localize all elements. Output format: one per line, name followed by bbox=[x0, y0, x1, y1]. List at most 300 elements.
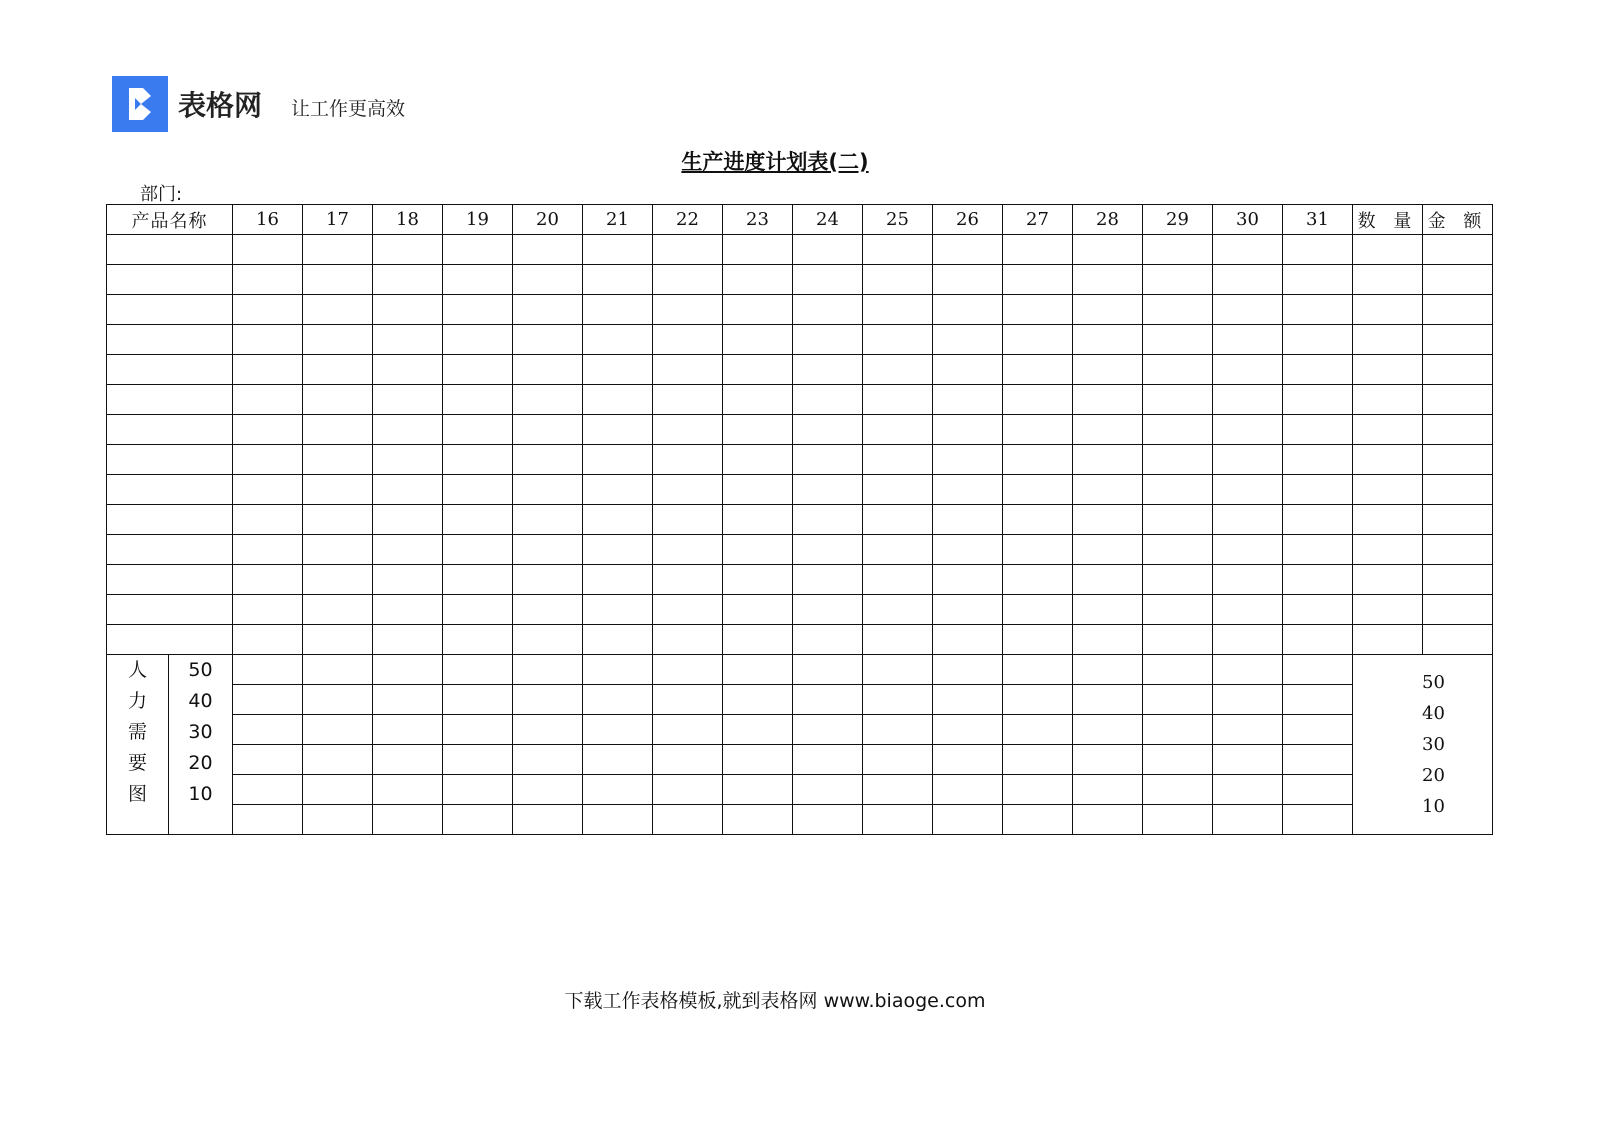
labor-day-cell[interactable] bbox=[863, 805, 933, 835]
day-cell[interactable] bbox=[863, 445, 933, 475]
day-cell[interactable] bbox=[1003, 295, 1073, 325]
day-cell[interactable] bbox=[513, 385, 583, 415]
labor-day-cell[interactable] bbox=[513, 805, 583, 835]
labor-day-cell[interactable] bbox=[1073, 745, 1143, 775]
labor-day-cell[interactable] bbox=[1213, 715, 1283, 745]
quantity-cell[interactable] bbox=[1353, 565, 1423, 595]
day-cell[interactable] bbox=[233, 595, 303, 625]
day-cell[interactable] bbox=[373, 385, 443, 415]
labor-day-cell[interactable] bbox=[443, 655, 513, 685]
day-cell[interactable] bbox=[233, 325, 303, 355]
day-cell[interactable] bbox=[1003, 355, 1073, 385]
labor-day-cell[interactable] bbox=[1143, 685, 1213, 715]
day-cell[interactable] bbox=[373, 565, 443, 595]
day-cell[interactable] bbox=[233, 475, 303, 505]
day-cell[interactable] bbox=[1003, 445, 1073, 475]
day-cell[interactable] bbox=[1073, 535, 1143, 565]
amount-cell[interactable] bbox=[1423, 475, 1493, 505]
amount-cell[interactable] bbox=[1423, 265, 1493, 295]
quantity-cell[interactable] bbox=[1353, 415, 1423, 445]
day-cell[interactable] bbox=[1213, 265, 1283, 295]
labor-day-cell[interactable] bbox=[653, 745, 723, 775]
day-cell[interactable] bbox=[443, 445, 513, 475]
day-cell[interactable] bbox=[303, 535, 373, 565]
day-cell[interactable] bbox=[723, 355, 793, 385]
day-cell[interactable] bbox=[723, 295, 793, 325]
quantity-cell[interactable] bbox=[1353, 505, 1423, 535]
day-cell[interactable] bbox=[863, 625, 933, 655]
day-cell[interactable] bbox=[583, 535, 653, 565]
day-cell[interactable] bbox=[1143, 625, 1213, 655]
day-cell[interactable] bbox=[1283, 325, 1353, 355]
day-cell[interactable] bbox=[583, 325, 653, 355]
labor-day-cell[interactable] bbox=[1143, 775, 1213, 805]
day-cell[interactable] bbox=[303, 235, 373, 265]
amount-cell[interactable] bbox=[1423, 355, 1493, 385]
labor-day-cell[interactable] bbox=[1073, 685, 1143, 715]
labor-day-cell[interactable] bbox=[1283, 745, 1353, 775]
day-cell[interactable] bbox=[1003, 415, 1073, 445]
labor-day-cell[interactable] bbox=[933, 775, 1003, 805]
labor-day-cell[interactable] bbox=[933, 655, 1003, 685]
day-cell[interactable] bbox=[373, 505, 443, 535]
day-cell[interactable] bbox=[303, 505, 373, 535]
day-cell[interactable] bbox=[303, 595, 373, 625]
day-cell[interactable] bbox=[443, 235, 513, 265]
day-cell[interactable] bbox=[1213, 625, 1283, 655]
product-name-cell[interactable] bbox=[107, 535, 233, 565]
labor-day-cell[interactable] bbox=[373, 685, 443, 715]
day-cell[interactable] bbox=[653, 535, 723, 565]
labor-day-cell[interactable] bbox=[723, 655, 793, 685]
day-cell[interactable] bbox=[1213, 295, 1283, 325]
day-cell[interactable] bbox=[653, 265, 723, 295]
day-cell[interactable] bbox=[653, 445, 723, 475]
day-cell[interactable] bbox=[1073, 295, 1143, 325]
quantity-cell[interactable] bbox=[1353, 445, 1423, 475]
day-cell[interactable] bbox=[1283, 595, 1353, 625]
labor-day-cell[interactable] bbox=[1283, 685, 1353, 715]
day-cell[interactable] bbox=[1003, 265, 1073, 295]
day-cell[interactable] bbox=[583, 445, 653, 475]
day-cell[interactable] bbox=[233, 535, 303, 565]
day-cell[interactable] bbox=[443, 505, 513, 535]
day-cell[interactable] bbox=[1143, 265, 1213, 295]
amount-cell[interactable] bbox=[1423, 325, 1493, 355]
day-cell[interactable] bbox=[793, 445, 863, 475]
day-cell[interactable] bbox=[863, 565, 933, 595]
day-cell[interactable] bbox=[1003, 385, 1073, 415]
day-cell[interactable] bbox=[1073, 475, 1143, 505]
labor-day-cell[interactable] bbox=[233, 685, 303, 715]
day-cell[interactable] bbox=[933, 265, 1003, 295]
day-cell[interactable] bbox=[513, 325, 583, 355]
day-cell[interactable] bbox=[373, 265, 443, 295]
quantity-cell[interactable] bbox=[1353, 325, 1423, 355]
labor-day-cell[interactable] bbox=[1073, 805, 1143, 835]
labor-day-cell[interactable] bbox=[793, 715, 863, 745]
labor-day-cell[interactable] bbox=[723, 805, 793, 835]
amount-cell[interactable] bbox=[1423, 385, 1493, 415]
day-cell[interactable] bbox=[1073, 265, 1143, 295]
day-cell[interactable] bbox=[303, 475, 373, 505]
day-cell[interactable] bbox=[233, 385, 303, 415]
day-cell[interactable] bbox=[233, 445, 303, 475]
day-cell[interactable] bbox=[653, 625, 723, 655]
labor-day-cell[interactable] bbox=[793, 745, 863, 775]
product-name-cell[interactable] bbox=[107, 415, 233, 445]
day-cell[interactable] bbox=[723, 385, 793, 415]
day-cell[interactable] bbox=[863, 355, 933, 385]
amount-cell[interactable] bbox=[1423, 595, 1493, 625]
labor-day-cell[interactable] bbox=[1143, 745, 1213, 775]
labor-day-cell[interactable] bbox=[443, 715, 513, 745]
day-cell[interactable] bbox=[513, 475, 583, 505]
labor-day-cell[interactable] bbox=[793, 685, 863, 715]
labor-day-cell[interactable] bbox=[303, 775, 373, 805]
product-name-cell[interactable] bbox=[107, 355, 233, 385]
day-cell[interactable] bbox=[1213, 325, 1283, 355]
labor-day-cell[interactable] bbox=[1143, 805, 1213, 835]
labor-day-cell[interactable] bbox=[863, 745, 933, 775]
day-cell[interactable] bbox=[583, 355, 653, 385]
day-cell[interactable] bbox=[443, 265, 513, 295]
day-cell[interactable] bbox=[793, 415, 863, 445]
day-cell[interactable] bbox=[1283, 295, 1353, 325]
labor-day-cell[interactable] bbox=[1073, 775, 1143, 805]
day-cell[interactable] bbox=[373, 355, 443, 385]
day-cell[interactable] bbox=[1143, 505, 1213, 535]
labor-day-cell[interactable] bbox=[1003, 745, 1073, 775]
day-cell[interactable] bbox=[583, 565, 653, 595]
labor-day-cell[interactable] bbox=[443, 685, 513, 715]
day-cell[interactable] bbox=[513, 595, 583, 625]
labor-day-cell[interactable] bbox=[793, 655, 863, 685]
day-cell[interactable] bbox=[373, 445, 443, 475]
day-cell[interactable] bbox=[583, 625, 653, 655]
product-name-cell[interactable] bbox=[107, 475, 233, 505]
day-cell[interactable] bbox=[1073, 415, 1143, 445]
day-cell[interactable] bbox=[303, 355, 373, 385]
day-cell[interactable] bbox=[1073, 355, 1143, 385]
day-cell[interactable] bbox=[1283, 385, 1353, 415]
day-cell[interactable] bbox=[933, 475, 1003, 505]
day-cell[interactable] bbox=[1073, 565, 1143, 595]
labor-day-cell[interactable] bbox=[863, 715, 933, 745]
day-cell[interactable] bbox=[583, 265, 653, 295]
day-cell[interactable] bbox=[303, 625, 373, 655]
day-cell[interactable] bbox=[443, 475, 513, 505]
day-cell[interactable] bbox=[793, 595, 863, 625]
day-cell[interactable] bbox=[793, 625, 863, 655]
day-cell[interactable] bbox=[233, 565, 303, 595]
day-cell[interactable] bbox=[443, 625, 513, 655]
quantity-cell[interactable] bbox=[1353, 625, 1423, 655]
day-cell[interactable] bbox=[443, 415, 513, 445]
labor-day-cell[interactable] bbox=[1003, 775, 1073, 805]
day-cell[interactable] bbox=[1003, 325, 1073, 355]
day-cell[interactable] bbox=[513, 445, 583, 475]
day-cell[interactable] bbox=[1213, 565, 1283, 595]
day-cell[interactable] bbox=[1143, 445, 1213, 475]
day-cell[interactable] bbox=[1283, 505, 1353, 535]
amount-cell[interactable] bbox=[1423, 625, 1493, 655]
day-cell[interactable] bbox=[1073, 385, 1143, 415]
labor-day-cell[interactable] bbox=[1143, 715, 1213, 745]
day-cell[interactable] bbox=[793, 565, 863, 595]
day-cell[interactable] bbox=[1283, 535, 1353, 565]
day-cell[interactable] bbox=[583, 415, 653, 445]
labor-day-cell[interactable] bbox=[583, 715, 653, 745]
labor-day-cell[interactable] bbox=[863, 775, 933, 805]
labor-day-cell[interactable] bbox=[793, 775, 863, 805]
labor-day-cell[interactable] bbox=[583, 775, 653, 805]
product-name-cell[interactable] bbox=[107, 445, 233, 475]
day-cell[interactable] bbox=[723, 235, 793, 265]
labor-day-cell[interactable] bbox=[373, 745, 443, 775]
day-cell[interactable] bbox=[1073, 235, 1143, 265]
day-cell[interactable] bbox=[303, 415, 373, 445]
day-cell[interactable] bbox=[863, 475, 933, 505]
day-cell[interactable] bbox=[933, 415, 1003, 445]
day-cell[interactable] bbox=[653, 595, 723, 625]
quantity-cell[interactable] bbox=[1353, 535, 1423, 565]
day-cell[interactable] bbox=[933, 625, 1003, 655]
day-cell[interactable] bbox=[933, 535, 1003, 565]
quantity-cell[interactable] bbox=[1353, 355, 1423, 385]
day-cell[interactable] bbox=[1283, 445, 1353, 475]
day-cell[interactable] bbox=[1143, 565, 1213, 595]
day-cell[interactable] bbox=[233, 355, 303, 385]
day-cell[interactable] bbox=[793, 505, 863, 535]
labor-day-cell[interactable] bbox=[303, 715, 373, 745]
day-cell[interactable] bbox=[1213, 235, 1283, 265]
day-cell[interactable] bbox=[863, 325, 933, 355]
amount-cell[interactable] bbox=[1423, 505, 1493, 535]
day-cell[interactable] bbox=[1143, 325, 1213, 355]
labor-day-cell[interactable] bbox=[723, 745, 793, 775]
day-cell[interactable] bbox=[863, 595, 933, 625]
labor-day-cell[interactable] bbox=[653, 805, 723, 835]
day-cell[interactable] bbox=[443, 535, 513, 565]
labor-day-cell[interactable] bbox=[513, 685, 583, 715]
labor-day-cell[interactable] bbox=[233, 745, 303, 775]
labor-day-cell[interactable] bbox=[443, 775, 513, 805]
day-cell[interactable] bbox=[653, 385, 723, 415]
day-cell[interactable] bbox=[863, 505, 933, 535]
day-cell[interactable] bbox=[373, 475, 443, 505]
day-cell[interactable] bbox=[373, 235, 443, 265]
labor-day-cell[interactable] bbox=[723, 775, 793, 805]
day-cell[interactable] bbox=[793, 475, 863, 505]
quantity-cell[interactable] bbox=[1353, 385, 1423, 415]
labor-day-cell[interactable] bbox=[1143, 655, 1213, 685]
day-cell[interactable] bbox=[723, 475, 793, 505]
day-cell[interactable] bbox=[653, 475, 723, 505]
day-cell[interactable] bbox=[653, 505, 723, 535]
labor-day-cell[interactable] bbox=[933, 805, 1003, 835]
labor-day-cell[interactable] bbox=[233, 775, 303, 805]
labor-day-cell[interactable] bbox=[1283, 655, 1353, 685]
day-cell[interactable] bbox=[863, 295, 933, 325]
labor-day-cell[interactable] bbox=[1073, 715, 1143, 745]
labor-day-cell[interactable] bbox=[583, 805, 653, 835]
day-cell[interactable] bbox=[583, 385, 653, 415]
labor-day-cell[interactable] bbox=[1003, 715, 1073, 745]
day-cell[interactable] bbox=[443, 595, 513, 625]
quantity-cell[interactable] bbox=[1353, 295, 1423, 325]
labor-day-cell[interactable] bbox=[1283, 715, 1353, 745]
day-cell[interactable] bbox=[1003, 565, 1073, 595]
day-cell[interactable] bbox=[583, 595, 653, 625]
day-cell[interactable] bbox=[723, 625, 793, 655]
day-cell[interactable] bbox=[793, 295, 863, 325]
labor-day-cell[interactable] bbox=[233, 655, 303, 685]
day-cell[interactable] bbox=[1073, 325, 1143, 355]
day-cell[interactable] bbox=[373, 595, 443, 625]
day-cell[interactable] bbox=[723, 325, 793, 355]
day-cell[interactable] bbox=[723, 535, 793, 565]
labor-day-cell[interactable] bbox=[303, 805, 373, 835]
day-cell[interactable] bbox=[933, 295, 1003, 325]
labor-day-cell[interactable] bbox=[1003, 685, 1073, 715]
day-cell[interactable] bbox=[723, 505, 793, 535]
labor-day-cell[interactable] bbox=[1283, 805, 1353, 835]
amount-cell[interactable] bbox=[1423, 295, 1493, 325]
day-cell[interactable] bbox=[303, 265, 373, 295]
day-cell[interactable] bbox=[373, 415, 443, 445]
labor-day-cell[interactable] bbox=[373, 655, 443, 685]
day-cell[interactable] bbox=[1213, 475, 1283, 505]
amount-cell[interactable] bbox=[1423, 445, 1493, 475]
labor-day-cell[interactable] bbox=[513, 655, 583, 685]
day-cell[interactable] bbox=[373, 295, 443, 325]
day-cell[interactable] bbox=[1283, 625, 1353, 655]
day-cell[interactable] bbox=[443, 295, 513, 325]
day-cell[interactable] bbox=[1213, 445, 1283, 475]
day-cell[interactable] bbox=[933, 445, 1003, 475]
labor-day-cell[interactable] bbox=[933, 685, 1003, 715]
day-cell[interactable] bbox=[373, 535, 443, 565]
day-cell[interactable] bbox=[1283, 355, 1353, 385]
day-cell[interactable] bbox=[1283, 265, 1353, 295]
quantity-cell[interactable] bbox=[1353, 265, 1423, 295]
day-cell[interactable] bbox=[863, 265, 933, 295]
day-cell[interactable] bbox=[513, 355, 583, 385]
day-cell[interactable] bbox=[583, 295, 653, 325]
day-cell[interactable] bbox=[1283, 475, 1353, 505]
day-cell[interactable] bbox=[1073, 595, 1143, 625]
day-cell[interactable] bbox=[1073, 625, 1143, 655]
day-cell[interactable] bbox=[443, 325, 513, 355]
day-cell[interactable] bbox=[1213, 595, 1283, 625]
quantity-cell[interactable] bbox=[1353, 235, 1423, 265]
day-cell[interactable] bbox=[303, 325, 373, 355]
day-cell[interactable] bbox=[933, 565, 1003, 595]
labor-day-cell[interactable] bbox=[303, 685, 373, 715]
day-cell[interactable] bbox=[1003, 625, 1073, 655]
labor-day-cell[interactable] bbox=[373, 775, 443, 805]
product-name-cell[interactable] bbox=[107, 625, 233, 655]
day-cell[interactable] bbox=[653, 565, 723, 595]
day-cell[interactable] bbox=[933, 385, 1003, 415]
day-cell[interactable] bbox=[863, 535, 933, 565]
day-cell[interactable] bbox=[303, 445, 373, 475]
day-cell[interactable] bbox=[863, 235, 933, 265]
day-cell[interactable] bbox=[1073, 505, 1143, 535]
product-name-cell[interactable] bbox=[107, 505, 233, 535]
labor-day-cell[interactable] bbox=[723, 685, 793, 715]
day-cell[interactable] bbox=[1213, 535, 1283, 565]
day-cell[interactable] bbox=[723, 415, 793, 445]
labor-day-cell[interactable] bbox=[443, 745, 513, 775]
labor-day-cell[interactable] bbox=[863, 685, 933, 715]
day-cell[interactable] bbox=[723, 595, 793, 625]
day-cell[interactable] bbox=[933, 595, 1003, 625]
day-cell[interactable] bbox=[933, 505, 1003, 535]
day-cell[interactable] bbox=[1073, 445, 1143, 475]
day-cell[interactable] bbox=[443, 565, 513, 595]
day-cell[interactable] bbox=[583, 505, 653, 535]
labor-day-cell[interactable] bbox=[1283, 775, 1353, 805]
amount-cell[interactable] bbox=[1423, 415, 1493, 445]
product-name-cell[interactable] bbox=[107, 235, 233, 265]
day-cell[interactable] bbox=[513, 505, 583, 535]
day-cell[interactable] bbox=[1003, 235, 1073, 265]
labor-day-cell[interactable] bbox=[233, 715, 303, 745]
day-cell[interactable] bbox=[583, 235, 653, 265]
labor-day-cell[interactable] bbox=[1213, 805, 1283, 835]
day-cell[interactable] bbox=[513, 235, 583, 265]
labor-day-cell[interactable] bbox=[373, 805, 443, 835]
day-cell[interactable] bbox=[303, 385, 373, 415]
day-cell[interactable] bbox=[1003, 505, 1073, 535]
day-cell[interactable] bbox=[793, 235, 863, 265]
day-cell[interactable] bbox=[723, 565, 793, 595]
day-cell[interactable] bbox=[863, 385, 933, 415]
day-cell[interactable] bbox=[933, 355, 1003, 385]
quantity-cell[interactable] bbox=[1353, 595, 1423, 625]
day-cell[interactable] bbox=[233, 625, 303, 655]
day-cell[interactable] bbox=[443, 355, 513, 385]
labor-day-cell[interactable] bbox=[1213, 685, 1283, 715]
labor-day-cell[interactable] bbox=[373, 715, 443, 745]
labor-day-cell[interactable] bbox=[583, 685, 653, 715]
labor-day-cell[interactable] bbox=[1213, 775, 1283, 805]
labor-day-cell[interactable] bbox=[233, 805, 303, 835]
day-cell[interactable] bbox=[233, 295, 303, 325]
labor-day-cell[interactable] bbox=[863, 655, 933, 685]
day-cell[interactable] bbox=[863, 415, 933, 445]
quantity-cell[interactable] bbox=[1353, 475, 1423, 505]
labor-day-cell[interactable] bbox=[933, 715, 1003, 745]
labor-day-cell[interactable] bbox=[513, 715, 583, 745]
labor-day-cell[interactable] bbox=[653, 685, 723, 715]
day-cell[interactable] bbox=[303, 295, 373, 325]
day-cell[interactable] bbox=[1143, 235, 1213, 265]
day-cell[interactable] bbox=[1213, 385, 1283, 415]
day-cell[interactable] bbox=[233, 505, 303, 535]
day-cell[interactable] bbox=[1143, 535, 1213, 565]
day-cell[interactable] bbox=[723, 445, 793, 475]
day-cell[interactable] bbox=[723, 265, 793, 295]
product-name-cell[interactable] bbox=[107, 295, 233, 325]
day-cell[interactable] bbox=[1213, 505, 1283, 535]
day-cell[interactable] bbox=[653, 415, 723, 445]
day-cell[interactable] bbox=[1003, 595, 1073, 625]
labor-day-cell[interactable] bbox=[1003, 805, 1073, 835]
labor-day-cell[interactable] bbox=[513, 745, 583, 775]
